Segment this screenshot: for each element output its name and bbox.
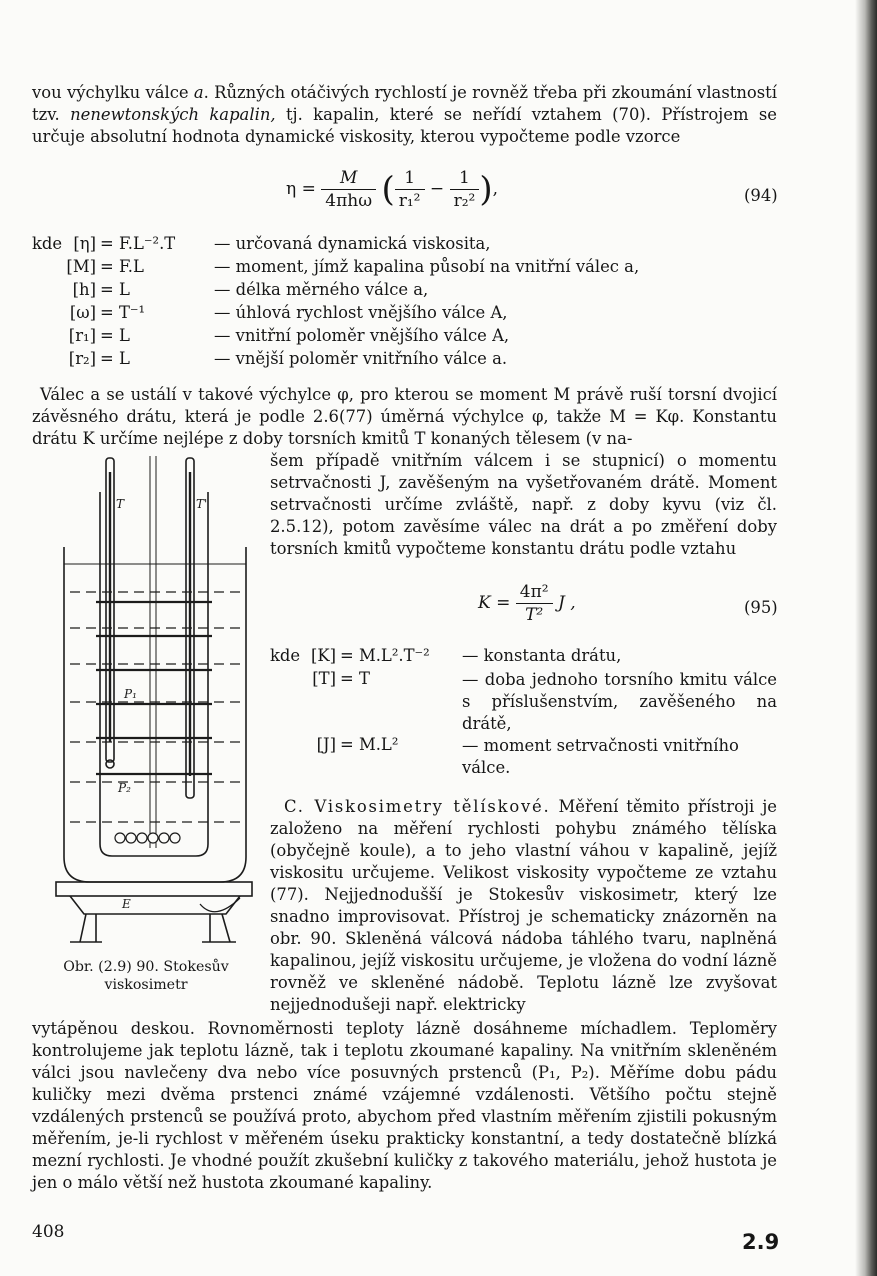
- label-ring-p2: P₂: [118, 781, 131, 795]
- label-ring-p1: P₁: [124, 687, 137, 701]
- equation-95-number: (95): [744, 598, 778, 617]
- equation-94-number: (94): [744, 186, 778, 205]
- equation-94: η = $\frac{M}{\text{4πhω}}$ ( $\frac{1}{\text{r₁²}}$ − $\frac{1}{\text{r₂²}}$ ),: [286, 168, 498, 211]
- label-thermometer-t-prime: T': [196, 497, 208, 511]
- def-row: [M] = F.L — moment, jímž kapalina působí na vnitřní válec a,: [66, 257, 640, 276]
- section-number: 2.9: [742, 1230, 780, 1254]
- eq95-definitions: [270, 646, 777, 779]
- paragraph-valec: Válec a se ustálí v takové výchylce φ, pro kterou se moment M právě ruší torsní dvojicí závěsného drátu, která je podle 2.6(77) úměrná výchylce φ, takže M = Kφ. Konstantu drátu K určíme nejlépe z doby torsních kmitů T konaných tělesem (v na-: [32, 385, 777, 448]
- def-row: [r₂] = L — vnější poloměr vnitřního válce a.: [68, 349, 508, 368]
- def-row: [ω] = T⁻¹ — úhlová rychlost vnějšího válce A,: [69, 303, 508, 322]
- section-c-continued: vytápěnou deskou. Rovnoměrnosti teploty lázně dosáhneme míchadlem. Teploměry kontrolujeme jak teplotu lázně, tak i teplotu zkoumané kapaliny. Na vnitřním skleněném válci jsou navlečeny dva nebo více posuvných prstenců (P₁, P₂). Měříme dobu pádu kuličky mezi dvěma prstenci známé vzájemné vzdálenosti. Většího počtu stejně vzdálených prstenců se používá proto, abychom před vlastním měřením zjistili pokusným měřením, je-li rychlost v měřeném úseku prakticky konstantní, a tedy dostatečně blízká mezní rychlosti. Je vhodné použít zkušební kuličky z takového materiálu, jehož hustota je jen o málo větší než hustota zkoumané kapaliny.: [32, 1019, 777, 1192]
- def-row: kde [η] = F.L⁻².T — určovaná dynamická viskosita,: [32, 234, 491, 253]
- caption-line-1: Obr. (2.9) 90. Stokesův: [63, 959, 229, 975]
- section-c-wrapped: C. Viskosimetry tělískové. Měření těmito přístroji je založeno na měření rychlosti pohybu známého tělíska (obyčejně koule), a to jeho vlastní váhou v kapalině, jejíž viskositu určujeme. Velikost viskosity vypočteme ze vztahu (77). Nejjednodušší je Stokesův viskosimetr, který lze snadno improvisovat. Přístroj je schematicky znázorněn na obr. 90. Skleněná válcová nádoba táhlého tvaru, naplněná kapalinou, jejíž viskositu určujeme, je vložena do vodní lázně rovněž ve skleněné nádobě. Teplotu lázně lze zvyšovat nejjednodušeji např. elektricky: [270, 797, 777, 1014]
- eq94-definitions: [32, 234, 639, 372]
- paragraph-moment: šem případě vnitřním válcem i se stupnicí) o momentu setrvačnosti J, zavěšeným na vyšetřovaném drátě. Moment setrvačnosti určíme zvláště, např. z doby kyvu (viz čl. 2.5.12), potom zavěsíme válec na drát a po změření doby torsních kmitů vypočteme konstantu drátu podle vztahu: [270, 451, 777, 558]
- opening-paragraph: vou výchylku válce a. Různých otáčivých rychlostí je rovněž třeba při zkoumání vlastností tzv. nenewtonských kapalin, tj. kapalin, které se neřídí vztahem (70). Přístrojem se určuje absolutní hodnota dynamické viskosity, kterou vypočteme podle vzorce: [32, 83, 777, 146]
- def-row: [r₁] = L — vnitřní poloměr vnějšího válce A,: [68, 326, 510, 345]
- def-row: [h] = L — délka měrného válce a,: [72, 280, 429, 299]
- def-row: [J] = M.L² — moment setrvačnosti vnitřního válce.: [316, 735, 739, 777]
- def-row: kde [K] = M.L².T⁻² — konstanta drátu,: [270, 646, 622, 665]
- page-number: 408: [32, 1222, 65, 1242]
- figure-caption: [32, 958, 260, 994]
- label-heater-e: E: [122, 897, 131, 911]
- page-edge-shadow: [855, 0, 877, 1276]
- caption-line-2: viskosimetr: [104, 977, 188, 993]
- stokes-viscosimeter-figure: [40, 452, 262, 964]
- section-c-heading: C. Viskosimetry tělískové.: [284, 797, 551, 816]
- equation-95: K = $\frac{\text{4π²}}{\text{T²}}$ J ,: [478, 582, 576, 625]
- def-row: [T] = T — doba jednoho torsního kmitu válce s příslušenstvím, zavěšeného na drátě,: [312, 669, 777, 733]
- label-thermometer-t: T: [116, 497, 125, 511]
